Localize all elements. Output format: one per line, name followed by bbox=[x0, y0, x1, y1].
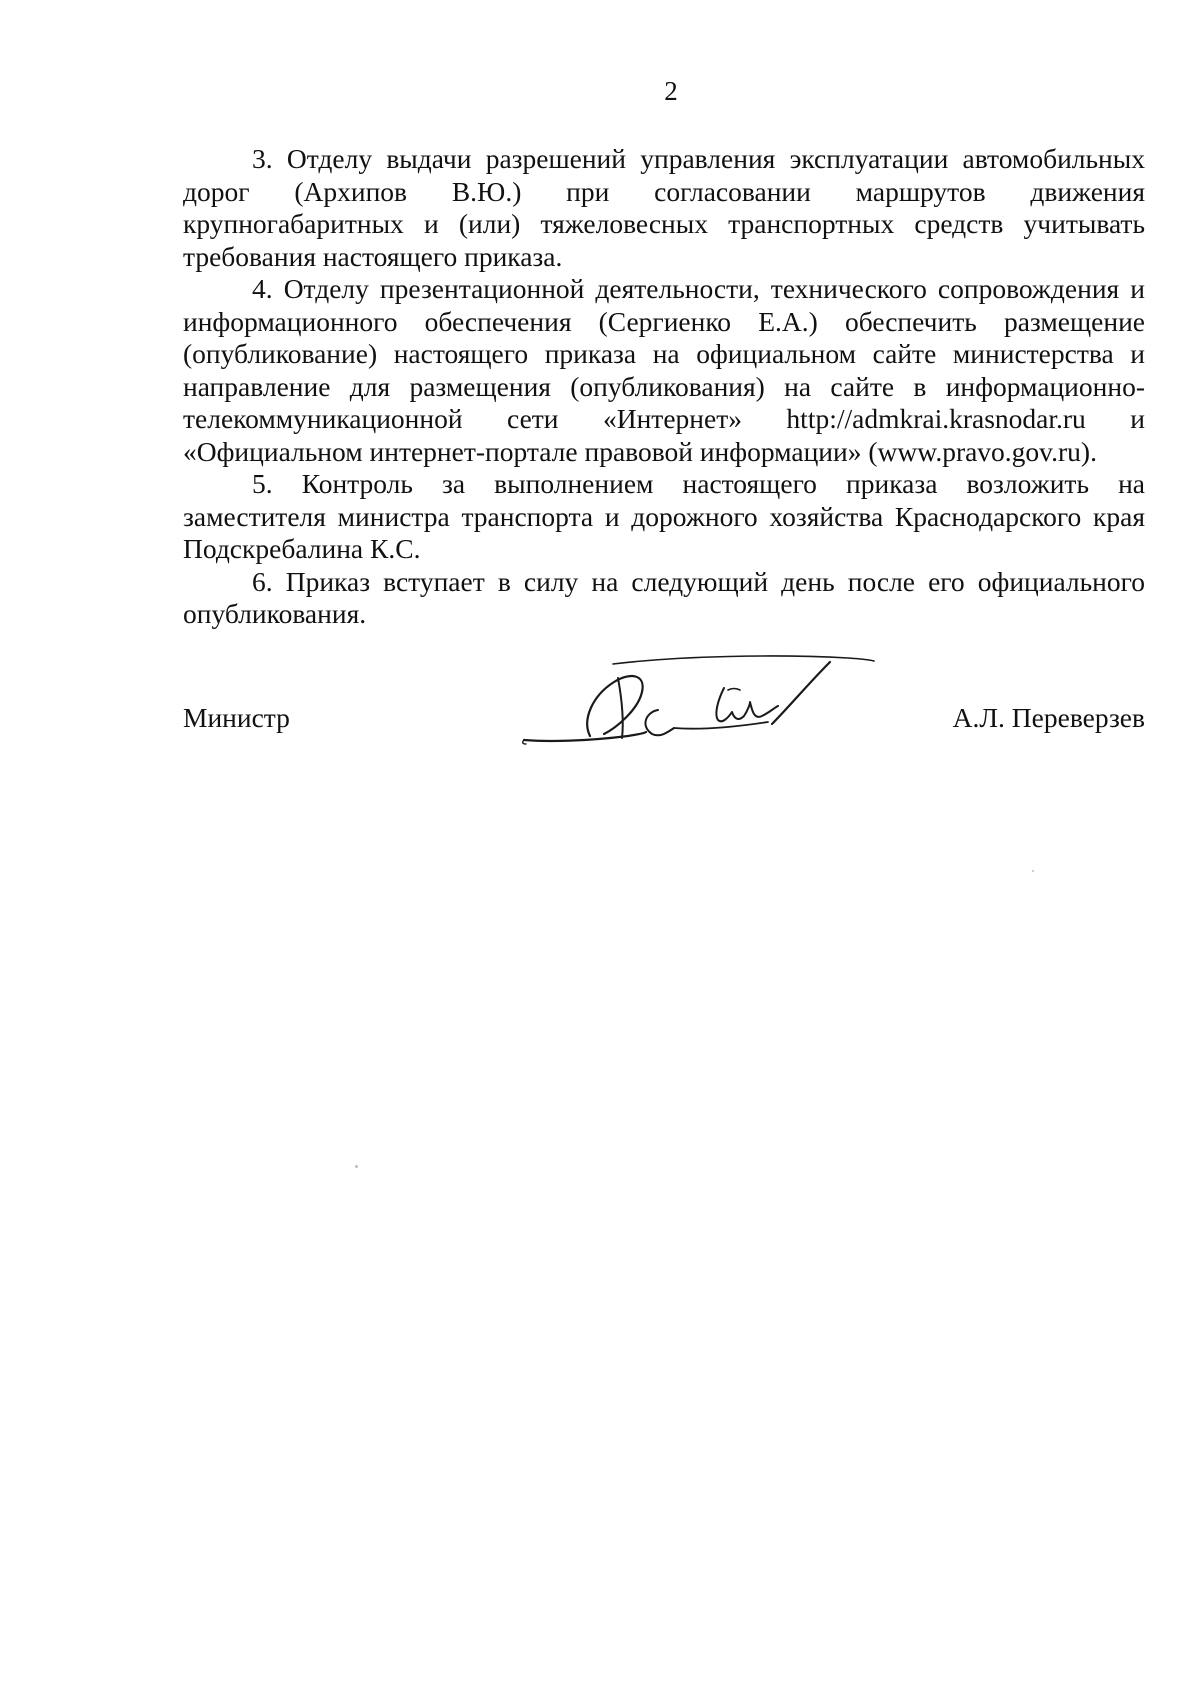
text-line: телекоммуникационной сети «Интернет» http://admkrai.krasnodar.ru и bbox=[183, 403, 1145, 434]
text-line: опубликования. bbox=[183, 598, 367, 629]
text-line: дорог (Архипов В.Ю.) при согласовании маршрутов движения bbox=[183, 175, 1145, 207]
text-line: информационного обеспечения (Сергиенко Е.А.) обеспечить размещение bbox=[183, 305, 1145, 337]
text-line: 6. Приказ вступает в силу на следующий день после его официального bbox=[252, 565, 1145, 597]
text-line: заместителя министра транспорта и дорожного хозяйства Краснодарского края bbox=[183, 500, 1145, 532]
paragraph-6 bbox=[183, 566, 1145, 631]
text-line: Подскребалина К.С. bbox=[183, 533, 421, 564]
text-line: требования настоящего приказа. bbox=[183, 240, 563, 272]
document-body bbox=[183, 143, 1145, 631]
text-line: крупногабаритных и (или) тяжеловесных транспортных средств учитывать bbox=[183, 208, 1145, 239]
page-number: 2 bbox=[664, 76, 678, 106]
text-line: 5. Контроль за выполнением настоящего приказа возложить на bbox=[252, 468, 1145, 499]
signatory-name: А.Л. Переверзев bbox=[952, 702, 1145, 733]
paragraph-5 bbox=[183, 468, 1145, 566]
text-line: 3. Отделу выдачи разрешений управления эксплуатации автомобильных bbox=[252, 143, 1145, 174]
text-line: «Официальном интернет-портале правовой информации» (www.pravo.gov.ru). bbox=[183, 435, 1097, 467]
text-line: (опубликование) настоящего приказа на официальном сайте министерства и bbox=[183, 338, 1145, 369]
scan-speck bbox=[1032, 870, 1034, 872]
scan-speck bbox=[355, 1165, 358, 1168]
paragraph-4 bbox=[183, 273, 1145, 468]
signatory-title: Министр bbox=[183, 702, 290, 733]
paragraph-3 bbox=[183, 143, 1145, 273]
text-line: 4. Отделу презентационной деятельности, технического сопровождения и bbox=[252, 273, 1145, 304]
text-line: направление для размещения (опубликования) на сайте в информационно- bbox=[183, 370, 1145, 402]
handwritten-signature bbox=[518, 648, 918, 758]
